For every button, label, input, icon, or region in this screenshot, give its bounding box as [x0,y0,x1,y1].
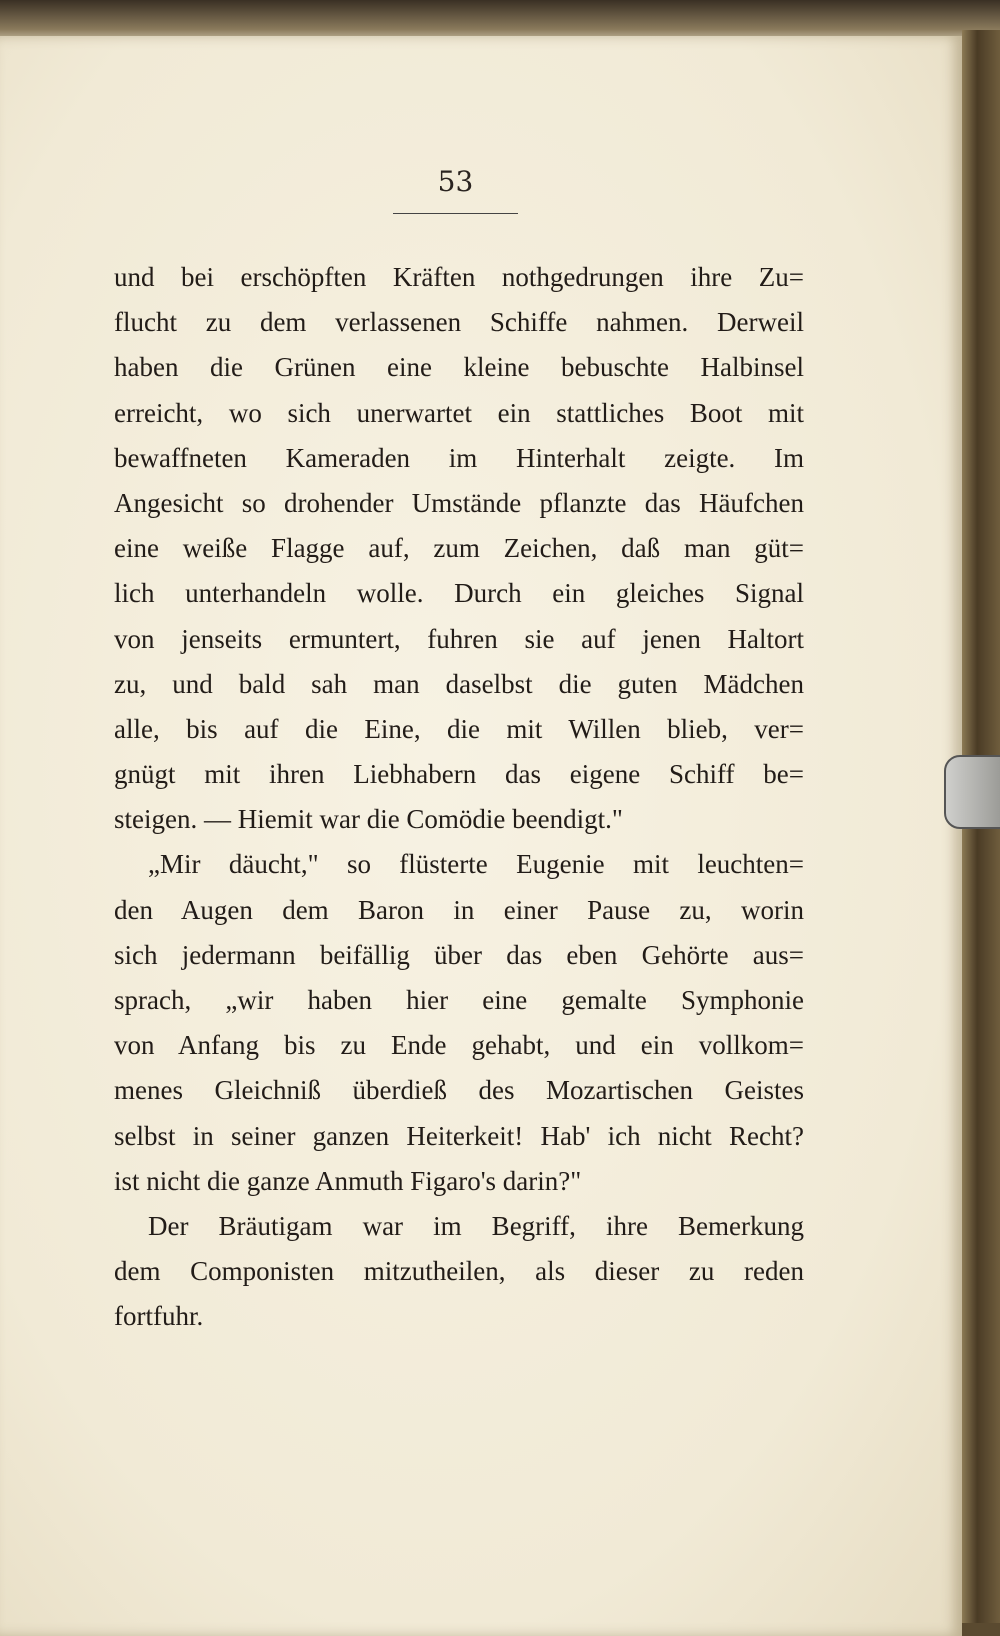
text-line: haben die Grünen eine kleine bebuschte Halbinsel [114,352,804,383]
text-line: eine weiße Flagge auf, zum Zeichen, daß man güt= [114,533,804,564]
text-line: zu, und bald sah man daselbst die guten Mädchen [114,668,804,699]
text-line: bewaffneten Kameraden im Hinterhalt zeigte. Im [114,442,804,473]
text-line: sprach, „wir haben hier eine gemalte Symphonie [114,985,804,1015]
text-line: alle, bis auf die Eine, die mit Willen blieb, ver= [114,713,804,744]
text-line: selbst in seiner ganzen Heiterkeit! Hab' ich nicht Recht? [114,1120,804,1151]
text-line: ist nicht die ganze Anmuth Figaro's darin?" [114,1165,582,1196]
page-number: 53 [437,165,474,198]
text-line: den Augen dem Baron in einer Pause zu, worin [114,894,804,925]
text-line: Der Bräutigam war im Begriff, ihre Bemerkung [148,1210,804,1241]
text-line: „Mir däucht," so flüsterte Eugenie mit leuchten= [148,849,804,880]
text-line: sich jedermann beifällig über das eben Gehörte aus= [114,939,804,970]
header-rule [393,213,518,214]
text-line: flucht zu dem verlassenen Schiffe nahmen. Derweil [114,307,804,338]
text-line: menes Gleichniß überdieß des Mozartischen Geistes [114,1075,804,1106]
text-line: von Anfang bis zu Ende gehabt, und ein vollkom= [114,1030,804,1061]
text-line: erreicht, wo sich unerwartet ein stattliches Boot mit [114,397,804,428]
text-line: gnügt mit ihren Liebhabern das eigene Schiff be= [114,759,804,790]
text-line: lich unterhandeln wolle. Durch ein gleiches Signal [114,578,804,609]
text-line: von jenseits ermuntert, fuhren sie auf jenen Haltort [114,623,804,654]
page-clip-tab [944,755,1000,829]
body-text [114,255,804,1340]
text-line: und bei erschöpften Kräften nothgedrungen ihre Zu= [114,262,804,292]
text-line: steigen. — Hiemit war die Comödie beendigt." [114,804,623,835]
text-line: fortfuhr. [114,1301,204,1332]
text-line: dem Componisten mitzutheilen, als dieser zu reden [114,1256,804,1287]
text-line: Angesicht so drohender Umstände pflanzte das Häufchen [114,487,804,518]
